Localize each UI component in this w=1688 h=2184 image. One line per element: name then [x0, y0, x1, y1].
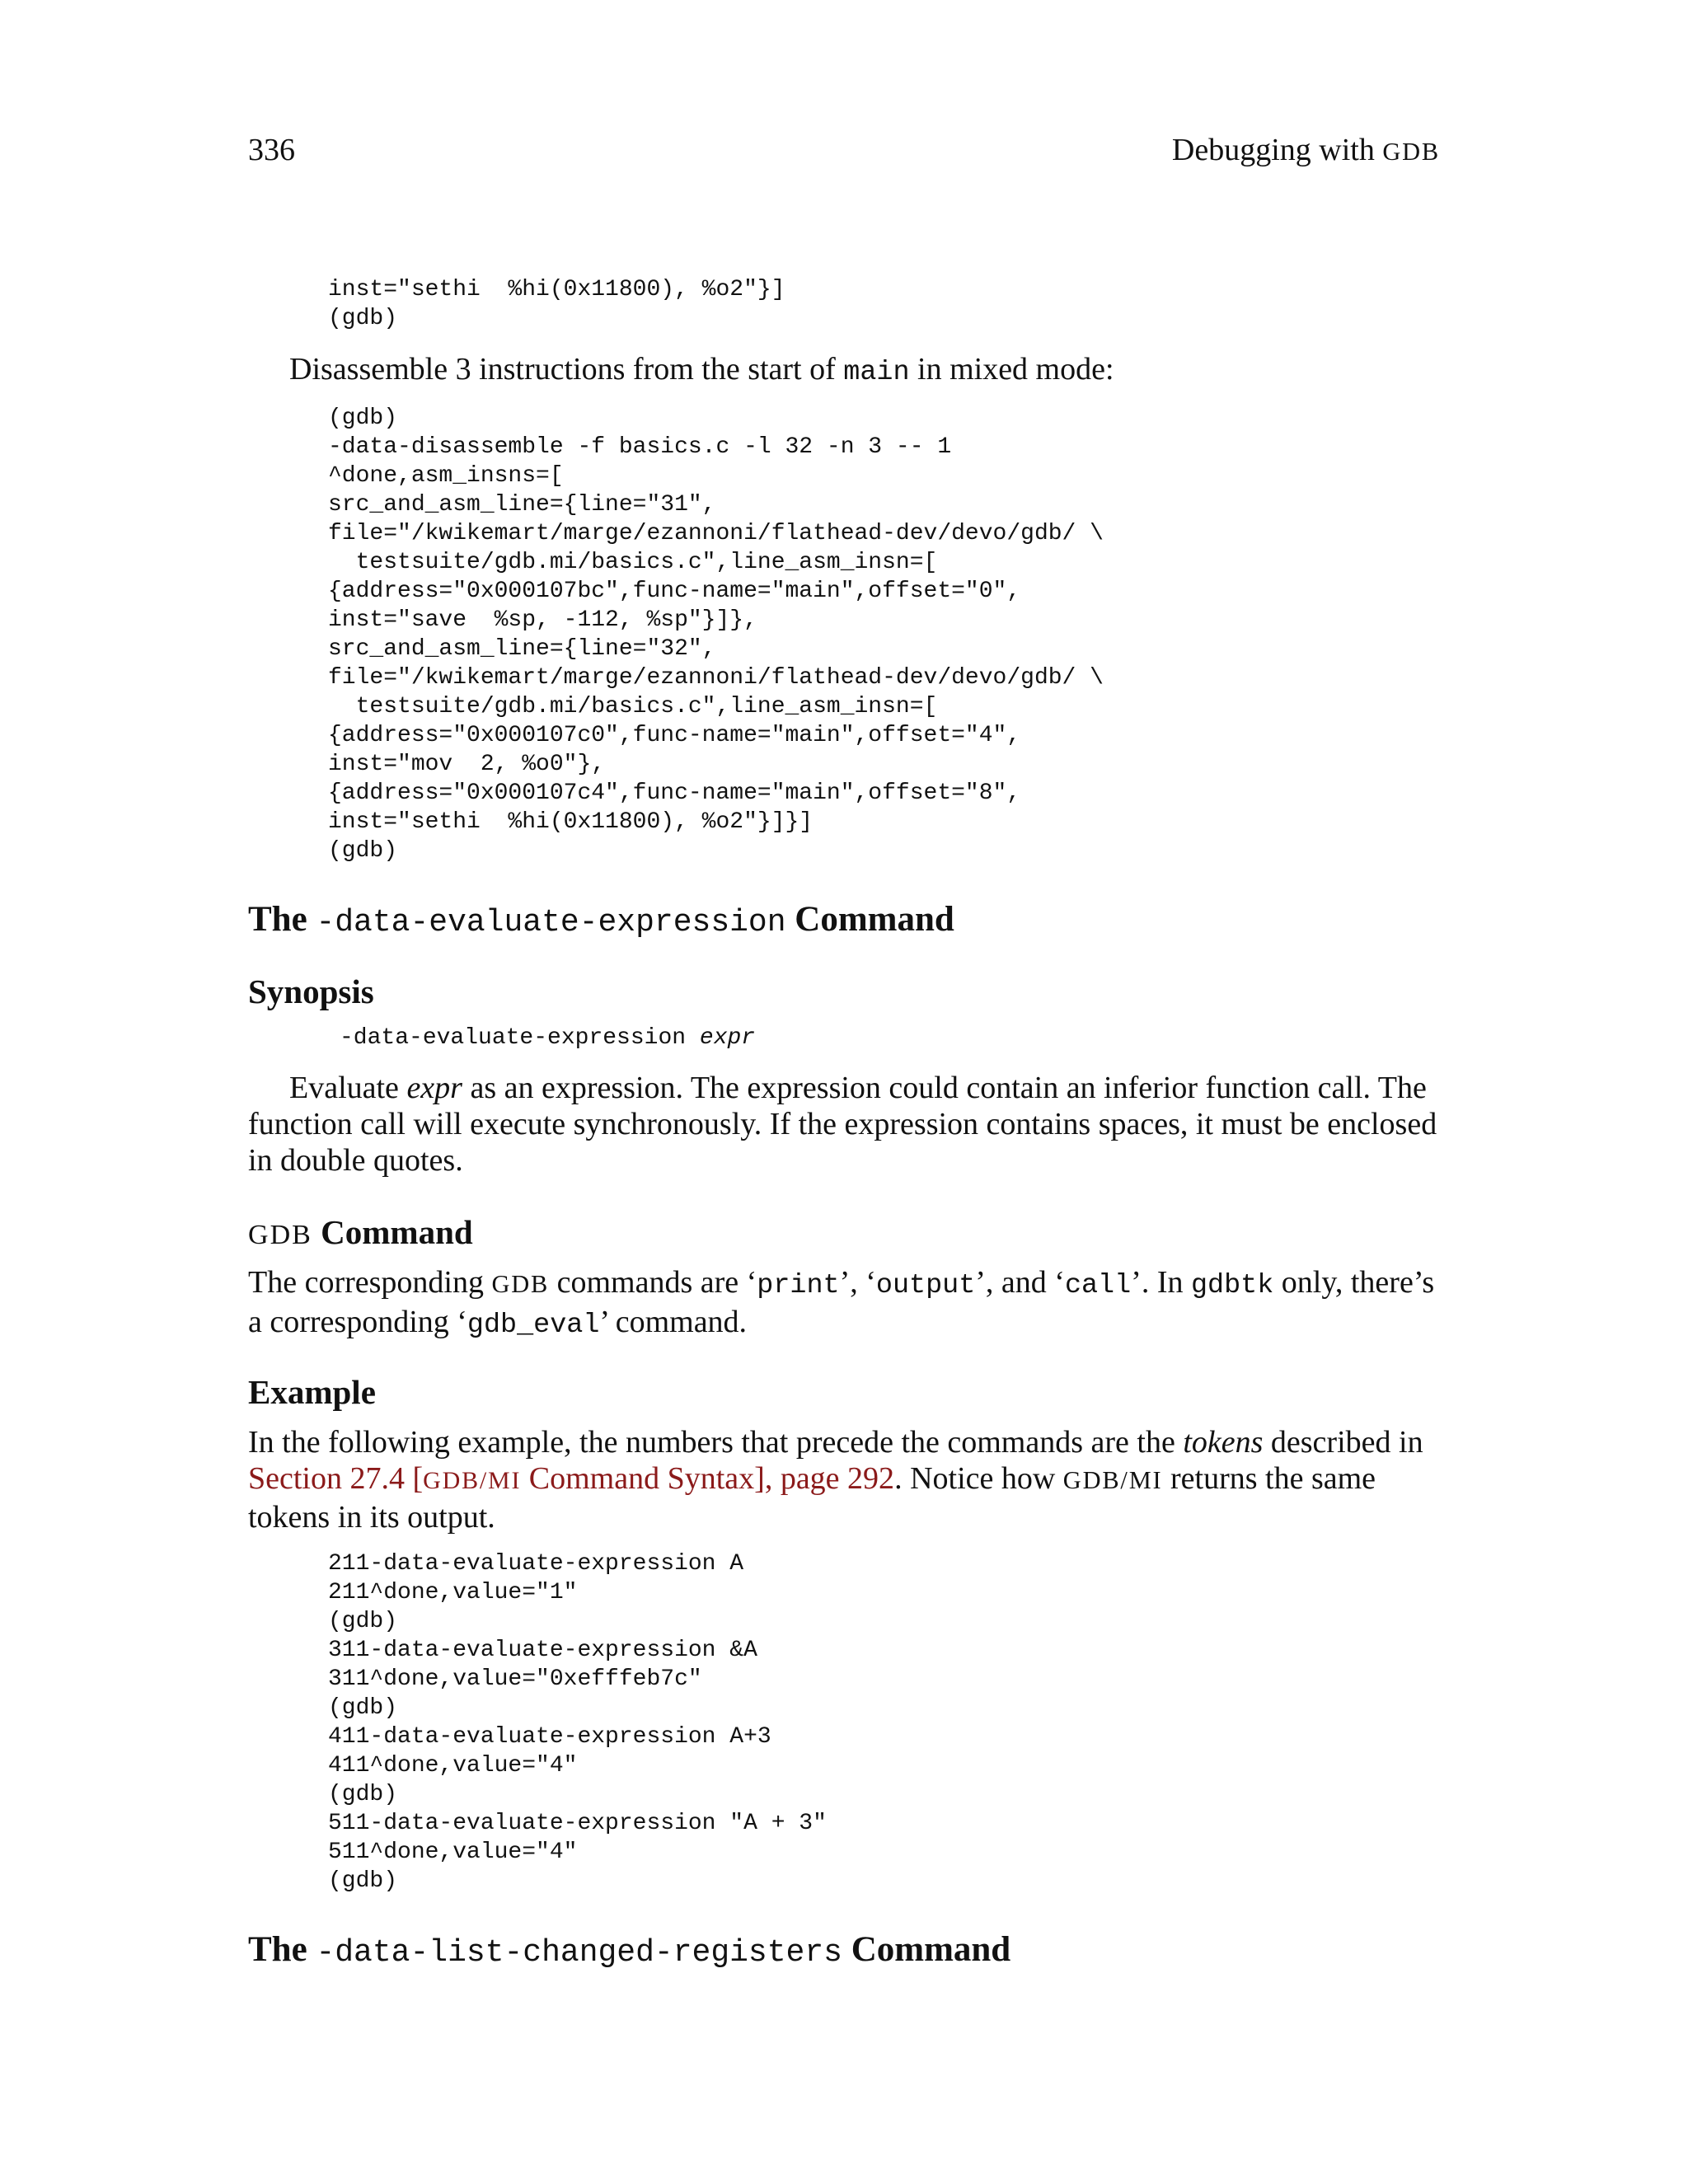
code-line: {address="0x000107c0",func-name="main",offset="4", [328, 723, 1021, 748]
code-line: (gdb) [328, 1695, 398, 1721]
heading-command-word: Command [321, 1213, 473, 1251]
code-line: (gdb) [328, 1609, 398, 1634]
code-block-example [328, 1549, 827, 1896]
text: The corresponding [248, 1265, 484, 1300]
code-line: inst="sethi %hi(0x11800), %o2"}]}] [328, 809, 814, 835]
intro-text: Disassemble 3 instructions from the start of [289, 352, 836, 387]
code-line: 311^done,value="0xefffeb7c" [328, 1666, 702, 1692]
text: commands are ‘ [556, 1265, 757, 1300]
text: described in [1270, 1425, 1423, 1460]
code-line: 411^done,value="4" [328, 1753, 578, 1779]
code-line: 511-data-evaluate-expression "A + 3" [328, 1811, 827, 1836]
code-line: -data-disassemble -f basics.c -l 32 -n 3 -- 1 [328, 434, 952, 460]
synopsis-code [340, 1024, 755, 1052]
link-text-post: Command Syntax], page 292 [521, 1461, 895, 1496]
heading-the: The [248, 900, 307, 939]
text: In the following example, the numbers that precede the commands are the [248, 1425, 1175, 1460]
heading-command: -data-evaluate-expression [316, 905, 786, 940]
synopsis-arg: expr [699, 1025, 756, 1051]
gdbmi-sc: GDB/MI [1062, 1466, 1163, 1494]
code-line: (gdb) [328, 306, 398, 331]
code-line: src_and_asm_line={line="32", [328, 636, 716, 662]
desc-expr: expr [406, 1071, 462, 1105]
code-line: 311-data-evaluate-expression &A [328, 1638, 757, 1663]
tokens-term: tokens [1183, 1425, 1264, 1460]
intro-text-after: in mixed mode: [917, 352, 1114, 387]
running-title-gdb: GDB [1382, 138, 1440, 166]
code-line: 211^done,value="1" [328, 1580, 578, 1605]
text: only, there’s a corresponding ‘ [248, 1265, 1435, 1339]
section-27-4-link[interactable] [248, 1461, 894, 1496]
code-line: inst="save %sp, -112, %sp"}]}, [328, 607, 757, 633]
section-heading-list-changed-registers [248, 1929, 1010, 1975]
code-line: testsuite/gdb.mi/basics.c",line_asm_insn=[ [328, 694, 938, 719]
gdb-sc: GDB [491, 1270, 550, 1298]
code-line: inst="sethi %hi(0x11800), %o2"}] [328, 277, 785, 302]
section-heading-evaluate-expression [248, 898, 954, 944]
running-title [1172, 130, 1440, 171]
code-line: (gdb) [328, 1868, 398, 1894]
code-line: ^done,asm_insns=[ [328, 463, 564, 489]
code-line: (gdb) [328, 838, 398, 864]
code-print: print [757, 1270, 840, 1301]
synopsis-command: -data-evaluate-expression [340, 1025, 687, 1051]
synopsis-heading: Synopsis [248, 972, 374, 1010]
intro-code-main: main [843, 357, 910, 388]
code-output: output [875, 1270, 976, 1301]
code-line: file="/kwikemart/marge/ezannoni/flathead-dev/devo/gdb/ \ [328, 521, 1104, 546]
code-gdbtk: gdbtk [1190, 1270, 1274, 1301]
example-heading: Example [248, 1373, 376, 1411]
code-line: (gdb) [328, 1782, 398, 1807]
desc-text-rest: as an expression. The expression could contain an inferior function call. The function call will execute synchronously. If the expression contains spaces, it must be enclosed in double quotes. [248, 1071, 1437, 1178]
heading-command: -data-list-changed-registers [316, 1935, 842, 1971]
text: ’. In [1131, 1265, 1184, 1300]
code-block-disassemble [328, 404, 1104, 865]
page-number: 336 [248, 133, 295, 167]
gdb-command-heading [248, 1212, 473, 1256]
code-line: testsuite/gdb.mi/basics.c",line_asm_insn=[ [328, 550, 938, 575]
code-line: {address="0x000107c4",func-name="main",offset="8", [328, 780, 1021, 806]
text: returns the same tokens in its output. [248, 1461, 1376, 1535]
code-line: src_and_asm_line={line="31", [328, 492, 716, 518]
gdb-command-paragraph [248, 1264, 1440, 1343]
text: . Notice how [894, 1461, 1056, 1496]
code-line: 411-data-evaluate-expression A+3 [328, 1724, 771, 1750]
code-line: 211-data-evaluate-expression A [328, 1551, 744, 1577]
link-gdbmi-sc: GDB/MI [423, 1467, 522, 1494]
running-title-text: Debugging with [1171, 133, 1375, 167]
code-block-top [328, 275, 785, 333]
code-line: inst="mov 2, %o0"}, [328, 752, 606, 777]
description-paragraph [248, 1070, 1440, 1179]
text: ’ command. [599, 1305, 748, 1339]
code-call: call [1064, 1270, 1132, 1301]
text: ’, ‘ [839, 1265, 876, 1300]
link-text: Section 27.4 [ [248, 1461, 424, 1496]
code-line: (gdb) [328, 405, 398, 431]
heading-suffix: Command [851, 1930, 1011, 1969]
code-line: 511^done,value="4" [328, 1840, 578, 1865]
desc-text: Evaluate [289, 1071, 399, 1105]
text: ’, and ‘ [975, 1265, 1065, 1300]
intro-paragraph [289, 351, 1440, 391]
heading-suffix: Command [795, 900, 954, 939]
code-line: {address="0x000107bc",func-name="main",offset="0", [328, 579, 1021, 604]
example-paragraph [248, 1424, 1440, 1535]
heading-gdb-sc: GDB [248, 1220, 312, 1250]
heading-the: The [248, 1930, 307, 1969]
code-line: file="/kwikemart/marge/ezannoni/flathead-dev/devo/gdb/ \ [328, 665, 1104, 691]
code-gdb-eval: gdb_eval [467, 1310, 600, 1341]
